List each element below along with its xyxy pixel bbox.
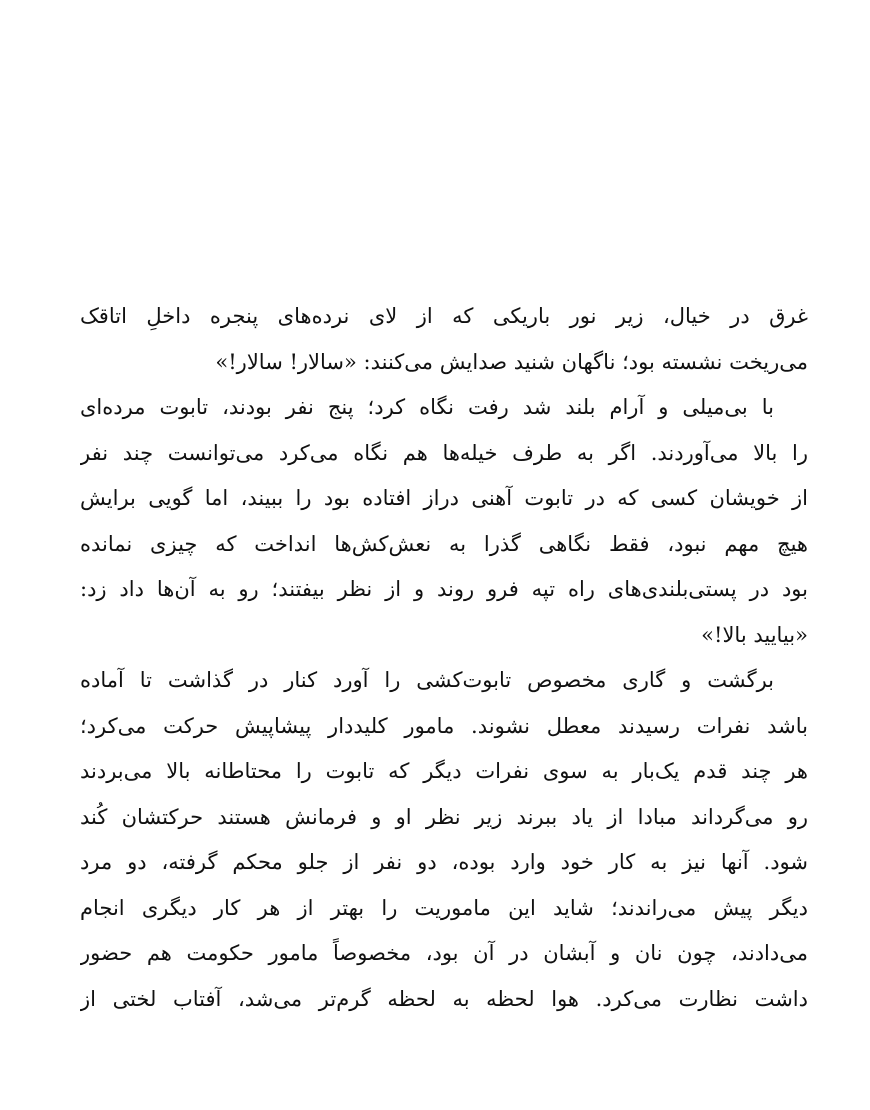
text-line: با بی‌میلی و آرام بلند شد رفت نگاه کرد؛ پنج نفر بودند، تابوت مرده‌ای	[80, 395, 774, 419]
text-line: می‌ریخت نشسته بود؛ ناگهان شنید صدایش می‌کنند: «سالار! سالار!»	[215, 349, 808, 374]
text-line: از خویشان کسی که در تابوت آهنی دراز افتاده بود را ببیند، اما گویی برایش	[80, 486, 808, 510]
text-line: داشت نظارت می‌کرد. هوا لحظه به لحظه گرم‌تر می‌شد، آفتاب لختی از	[80, 986, 808, 1011]
text-line: را بالا می‌آوردند. اگر به طرف خیله‌ها هم نگاه می‌کرد می‌توانست چند نفر	[80, 440, 808, 465]
text-line: برگشت و گاری مخصوص تابوت‌کشی را آورد کنار در گذاشت تا آماده	[80, 668, 774, 692]
text-line: می‌دادند، چون نان و آبشان در آن بود، مخصوصاً مامور حکومت هم حضور	[80, 941, 808, 965]
text-line: «بیایید بالا!»	[701, 622, 808, 647]
text-line: شود. آنها نیز به کار خود وارد بوده، دو نفر از جلو محکم گرفته، دو مرد	[80, 850, 808, 874]
text-line: باشد نفرات رسیدند معطل نشوند. مامور کلیددار پیشاپیش حرکت می‌کرد؛	[80, 713, 808, 738]
text-line: رو می‌گرداند مبادا از یاد ببرند زیر نظر او و فرمانش هستند حرکتشان کُند	[80, 804, 808, 829]
text-line: هر چند قدم یک‌بار به سوی نفرات دیگر که تابوت را محتاطانه بالا می‌بردند	[80, 759, 808, 783]
text-line: غرق در خیال، زیر نور باریکی که از لای نرده‌های پنجره داخلِ اتاقک	[80, 304, 808, 328]
text-line: هیچ مهم نبود، فقط نگاهی گذرا به نعش‌کش‌ها انداخت که چیزی نمانده	[80, 531, 808, 556]
book-page-text	[80, 294, 808, 1022]
text-line: بود در پستی‌بلندی‌های راه تپه فرو روند و از نظر بیفتند؛ رو به آن‌ها داد زد:	[80, 577, 808, 601]
text-line: دیگر پیش می‌راندند؛ شاید این ماموریت را بهتر از هر کار دیگری انجام	[80, 895, 808, 920]
